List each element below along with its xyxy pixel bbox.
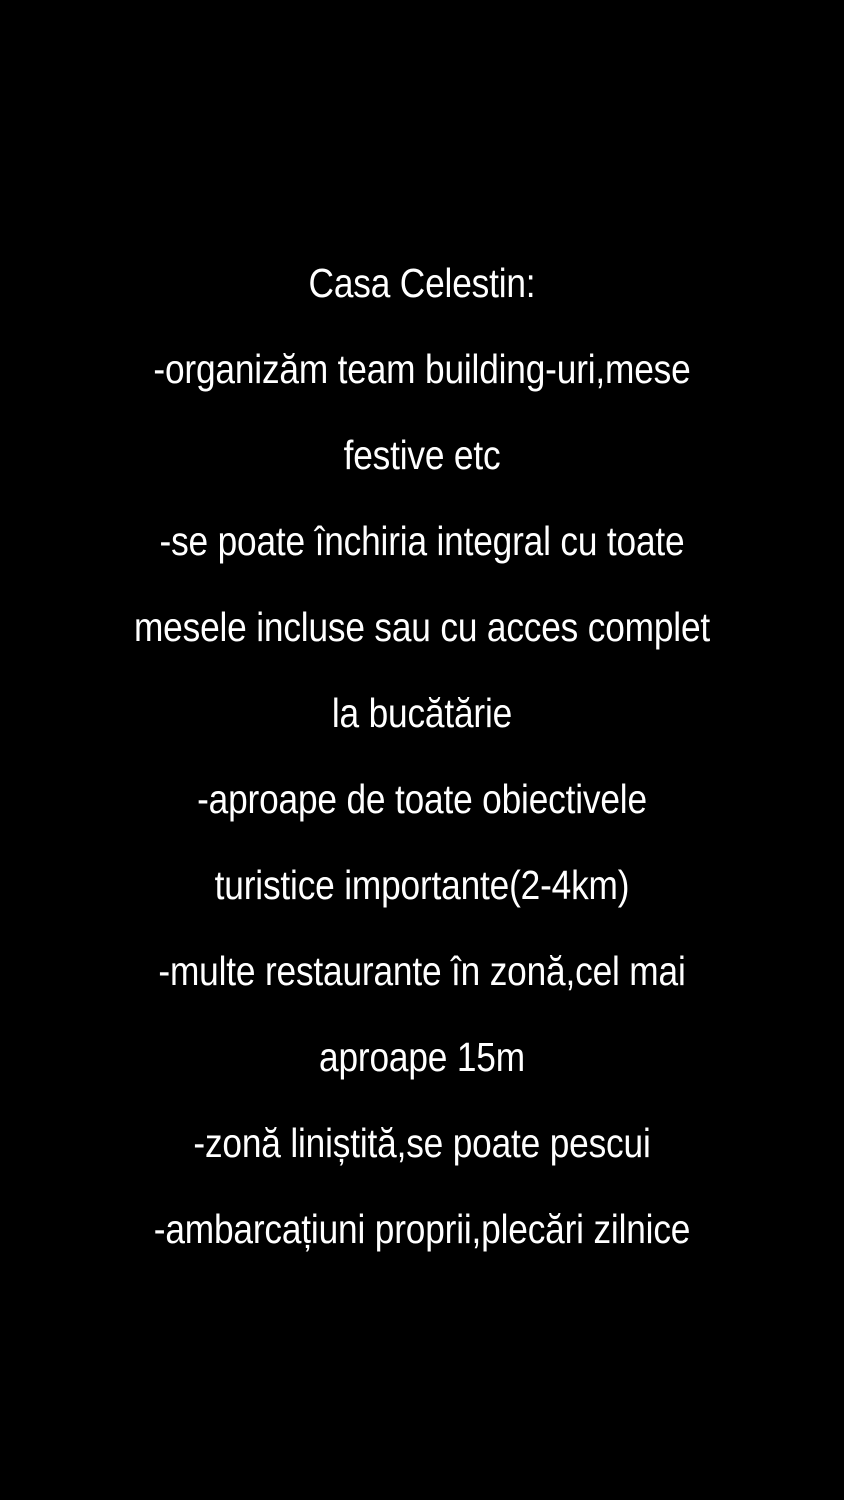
story-line: festive etc [343, 432, 501, 478]
story-title: Casa Celestin: [308, 260, 536, 306]
story-line: aproape 15m [319, 1034, 525, 1080]
story-line: -multe restaurante în zonă,cel mai [158, 948, 686, 994]
story-line: la bucătărie [331, 690, 513, 736]
story-line: -zonă liniștită,se poate pescui [193, 1120, 651, 1166]
story-line: -ambarcațiuni proprii,plecări zilnice [153, 1206, 691, 1252]
story-line: mesele incluse sau cu acces complet [133, 604, 711, 650]
story-line: -organizăm team building-uri,mese [153, 346, 691, 392]
story-line: turistice importante(2-4km) [214, 862, 630, 908]
story-text-block [59, 240, 785, 1272]
story-line: -aproape de toate obiectivele [197, 776, 647, 822]
story-line: -se poate închiria integral cu toate [159, 518, 685, 564]
